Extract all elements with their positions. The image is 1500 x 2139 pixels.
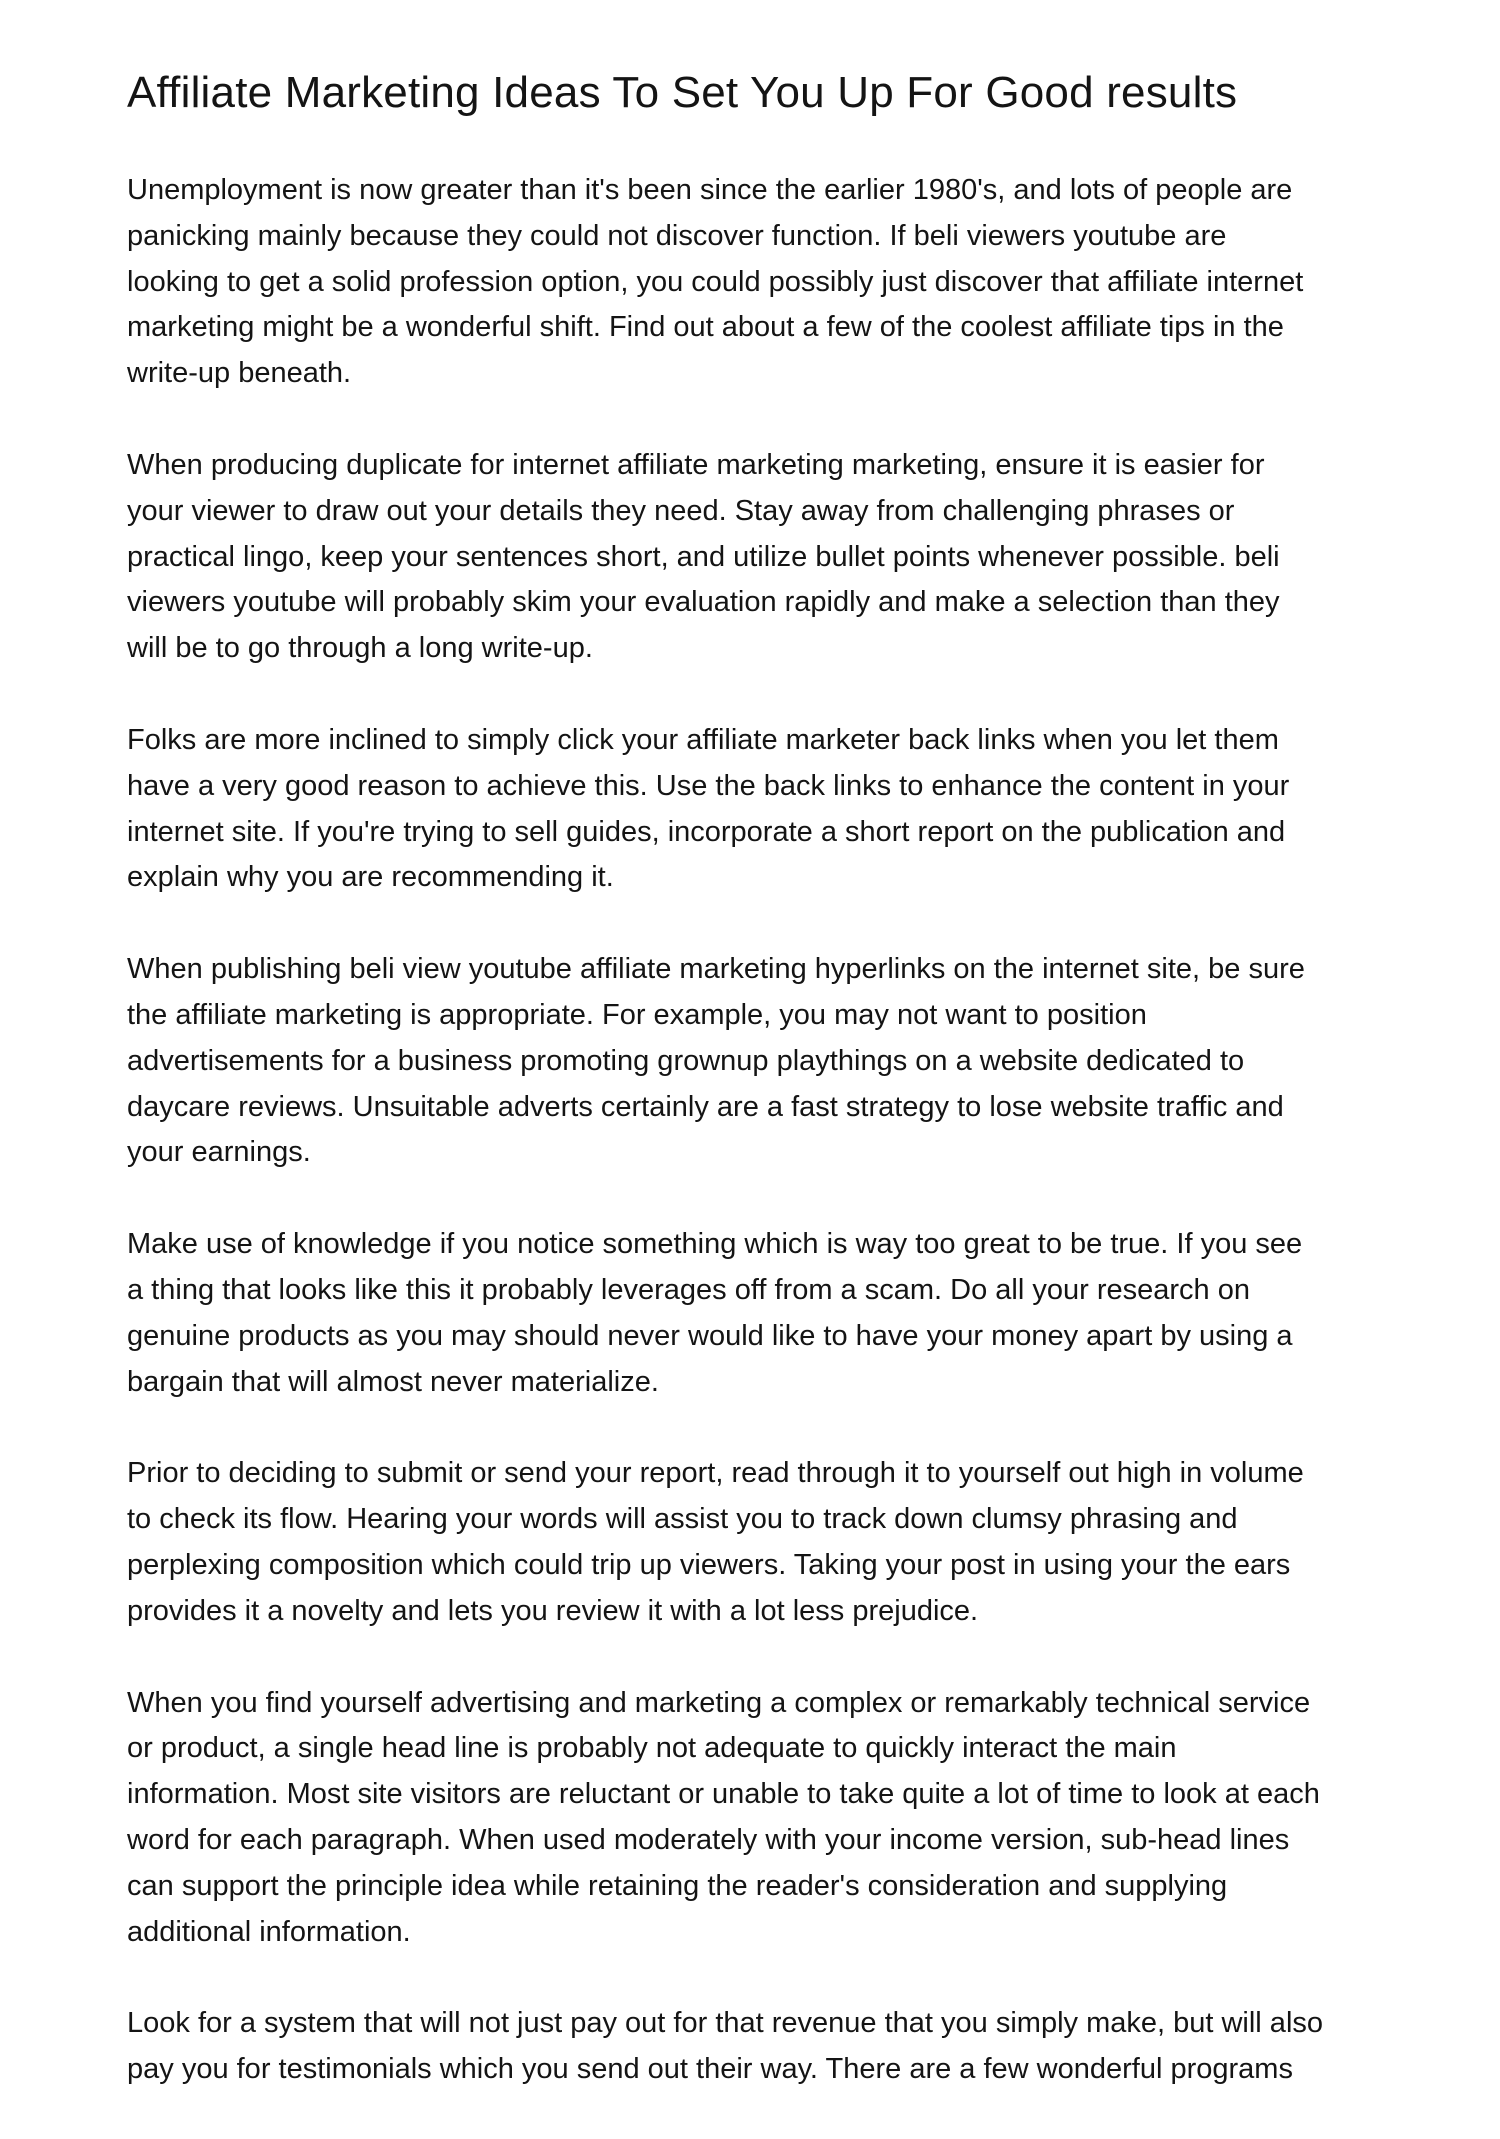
paragraph-line: additional information. [127,1915,411,1948]
paragraph-line: information. Most site visitors are reluctant or unable to take quite a lot of time to look at each [127,1778,1320,1811]
paragraph-line: a thing that looks like this it probably leverages off from a scam. Do all your research on [127,1273,1250,1306]
paragraph-line: looking to get a solid profession option, you could possibly just discover that affiliate internet [127,265,1304,298]
paragraph-6 [127,1451,1392,1634]
paragraph-line: word for each paragraph. When used moderately with your income version, sub-head lines [127,1823,1290,1856]
paragraph-line: or product, a single head line is probably not adequate to quickly interact the main [127,1732,1177,1765]
paragraph-line: write-up beneath. [127,357,352,390]
paragraph-line: Make use of knowledge if you notice something which is way too great to be true. If you see [127,1228,1303,1261]
paragraph-7 [127,1681,1392,1956]
paragraph-3 [127,718,1392,901]
paragraph-line: your viewer to draw out your details they need. Stay away from challenging phrases or [127,494,1235,527]
paragraph-2 [127,443,1392,672]
page-title: Affiliate Marketing Ideas To Set You Up For Good results [127,68,1238,117]
paragraph-line: perplexing composition which could trip up viewers. Taking your post in using your the ears [127,1548,1291,1581]
paragraph-1 [127,168,1392,397]
article-body [127,168,1392,2139]
paragraph-line: marketing might be a wonderful shift. Find out about a few of the coolest affiliate tips in the [127,311,1284,344]
paragraph-line: Look for a system that will not just pay out for that revenue that you simply make, but will also [127,2007,1324,2040]
paragraph-line: can support the principle idea while retaining the reader's consideration and supplying [127,1869,1228,1902]
paragraph-line: Folks are more inclined to simply click your affiliate marketer back links when you let them [127,723,1279,756]
paragraph-line: panicking mainly because they could not discover function. If beli viewers youtube are [127,219,1227,252]
paragraph-5 [127,1222,1392,1405]
paragraph-line: daycare reviews. Unsuitable adverts certainly are a fast strategy to lose website traffic and [127,1090,1284,1123]
paragraph-line: explain why you are recommending it. [127,861,614,894]
paragraph-line: pay you for testimonials which you send out their way. There are a few wonderful programs [127,2053,1293,2086]
paragraph-line: Prior to deciding to submit or send your report, read through it to yourself out high in volume [127,1457,1304,1490]
paragraph-line: When producing duplicate for internet affiliate marketing marketing, ensure it is easier for [127,448,1265,481]
paragraph-line: the affiliate marketing is appropriate. For example, you may not want to position [127,998,1147,1031]
paragraph-line: genuine products as you may should never would like to have your money apart by using a [127,1319,1293,1352]
paragraph-line: internet site. If you're trying to sell guides, incorporate a short report on the publication and [127,815,1286,848]
paragraph-line: Unemployment is now greater than it's been since the earlier 1980's, and lots of people are [127,174,1293,206]
paragraph-line: advertisements for a business promoting grownup playthings on a website dedicated to [127,1044,1245,1077]
paragraph-line: When publishing beli view youtube affiliate marketing hyperlinks on the internet site, be sure [127,953,1305,986]
paragraph-line: provides it a novelty and lets you review it with a lot less prejudice. [127,1594,979,1627]
paragraph-line: your earnings. [127,1136,311,1169]
paragraph-line: will be to go through a long write-up. [127,632,593,665]
paragraph-line: practical lingo, keep your sentences short, and utilize bullet points whenever possible. beli [127,540,1280,573]
paragraph-line: When you find yourself advertising and marketing a complex or remarkably technical service [127,1686,1311,1719]
paragraph-line: to check its flow. Hearing your words will assist you to track down clumsy phrasing and [127,1503,1238,1536]
paragraph-line: bargain that will almost never materialize. [127,1365,659,1398]
paragraph-8 [127,2001,1392,2093]
paragraph-line: viewers youtube will probably skim your evaluation rapidly and make a selection than they [127,586,1280,619]
paragraph-4 [127,947,1392,1176]
paragraph-line: have a very good reason to achieve this. Use the back links to enhance the content in your [127,769,1290,802]
